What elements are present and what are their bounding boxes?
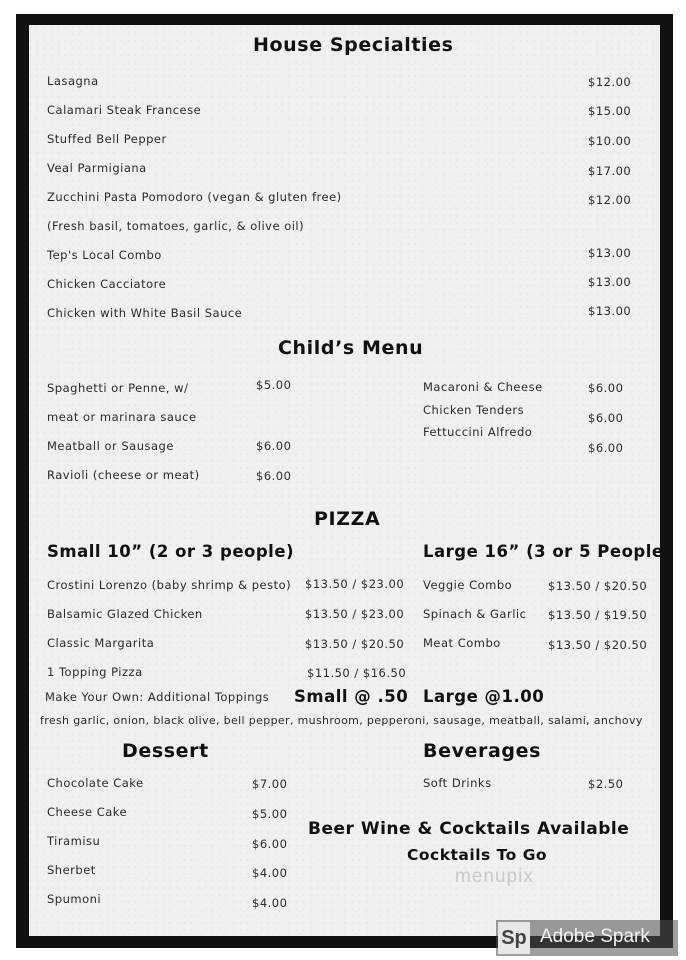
pizza-title: PIZZA bbox=[314, 508, 381, 530]
menupix-watermark: menupix bbox=[455, 866, 534, 887]
adobe-spark-badge bbox=[496, 920, 678, 956]
child-item-name: Fettuccini Alfredo bbox=[423, 425, 533, 439]
dessert-item-price: $5.00 bbox=[252, 807, 288, 821]
pizza-item-price: $13.50 / $19.50 bbox=[548, 608, 648, 622]
beverages-title: Beverages bbox=[423, 740, 542, 762]
child-item-note: meat or marinara sauce bbox=[47, 410, 197, 424]
house-specialties-title: House Specialties bbox=[253, 34, 454, 56]
child-item-name: Ravioli (cheese or meat) bbox=[47, 468, 200, 482]
house-item-name: Lasagna bbox=[47, 74, 99, 88]
house-item-price: $13.00 bbox=[588, 304, 632, 318]
child-item-name: Meatball or Sausage bbox=[47, 439, 174, 453]
house-item-price: $15.00 bbox=[588, 104, 632, 118]
pizza-item-name: Classic Margarita bbox=[47, 636, 155, 650]
pizza-large-heading: Large 16” (3 or 5 People) bbox=[423, 542, 672, 561]
child-item-price: $6.00 bbox=[256, 469, 292, 483]
beer-wine-cocktails-note: Beer Wine & Cocktails Available bbox=[308, 819, 630, 839]
beverage-item-price: $2.50 bbox=[588, 777, 624, 791]
dessert-title: Dessert bbox=[122, 740, 209, 762]
pizza-item-price: $13.50 / $20.50 bbox=[548, 579, 648, 593]
pizza-item-name: Crostini Lorenzo (baby shrimp & pesto) bbox=[47, 578, 292, 592]
pizza-item-name: 1 Topping Pizza bbox=[47, 665, 143, 679]
pizza-small-heading: Small 10” (2 or 3 people) bbox=[47, 542, 295, 561]
house-item-price: $13.00 bbox=[588, 246, 632, 260]
dessert-item-name: Chocolate Cake bbox=[47, 776, 144, 790]
dessert-item-price: $7.00 bbox=[252, 777, 288, 791]
child-item-name: Macaroni & Cheese bbox=[423, 380, 543, 394]
pizza-item-name: Meat Combo bbox=[423, 636, 501, 650]
child-item-price: $6.00 bbox=[588, 381, 624, 395]
house-item-name: Zucchini Pasta Pomodoro (vegan & gluten free) bbox=[47, 190, 342, 204]
child-item-price: $6.00 bbox=[588, 441, 624, 455]
child-item-name: Chicken Tenders bbox=[423, 403, 525, 417]
dessert-item-name: Sherbet bbox=[47, 863, 96, 877]
small-topping-price: Small @ .50 bbox=[294, 687, 409, 706]
dessert-item-price: $6.00 bbox=[252, 837, 288, 851]
cocktails-to-go-note: Cocktails To Go bbox=[407, 846, 548, 864]
beverage-item-name: Soft Drinks bbox=[423, 776, 492, 790]
adobe-spark-label: Adobe Spark bbox=[540, 926, 650, 947]
childs-menu-title: Child’s Menu bbox=[278, 337, 424, 359]
toppings-list: fresh garlic, onion, black olive, bell pepper, mushroom, pepperoni, sausage, meatball, salami, anchovy bbox=[40, 714, 643, 727]
house-item-name: Chicken with White Basil Sauce bbox=[47, 306, 243, 320]
pizza-item-name: Balsamic Glazed Chicken bbox=[47, 607, 203, 621]
make-your-own-label: Make Your Own: Additional Toppings bbox=[45, 690, 270, 704]
dessert-item-name: Tiramisu bbox=[47, 834, 101, 848]
pizza-item-name: Spinach & Garlic bbox=[423, 607, 527, 621]
dessert-item-name: Spumoni bbox=[47, 892, 102, 906]
child-item-price: $6.00 bbox=[588, 411, 624, 425]
child-item-price: $6.00 bbox=[256, 439, 292, 453]
pizza-item-name: Veggie Combo bbox=[423, 578, 513, 592]
child-item-name: Spaghetti or Penne, w/ bbox=[47, 381, 189, 395]
pizza-item-price: $13.50 / $23.00 bbox=[305, 607, 405, 621]
child-item-price: $5.00 bbox=[256, 378, 292, 392]
pizza-item-price: $13.50 / $20.50 bbox=[548, 638, 648, 652]
house-item-name: Chicken Cacciatore bbox=[47, 277, 167, 291]
spark-logo-icon: Sp bbox=[498, 922, 530, 954]
house-item-price: $17.00 bbox=[588, 164, 632, 178]
house-item-price: $12.00 bbox=[588, 75, 632, 89]
pizza-item-price: $13.50 / $23.00 bbox=[305, 577, 405, 591]
house-item-name: Calamari Steak Francese bbox=[47, 103, 202, 117]
house-item-price: $10.00 bbox=[588, 134, 632, 148]
large-topping-price: Large @1.00 bbox=[423, 687, 545, 706]
house-item-price: $12.00 bbox=[588, 193, 632, 207]
house-item-price: $13.00 bbox=[588, 275, 632, 289]
house-item-name: Stuffed Bell Pepper bbox=[47, 132, 167, 146]
dessert-item-name: Cheese Cake bbox=[47, 805, 128, 819]
house-item-name: Veal Parmigiana bbox=[47, 161, 147, 175]
pizza-item-price: $11.50 / $16.50 bbox=[307, 666, 407, 680]
dessert-item-price: $4.00 bbox=[252, 866, 288, 880]
house-item-note: (Fresh basil, tomatoes, garlic, & olive oil) bbox=[47, 219, 305, 233]
pizza-item-price: $13.50 / $20.50 bbox=[305, 637, 405, 651]
house-item-name: Tep's Local Combo bbox=[47, 248, 162, 262]
dessert-item-price: $4.00 bbox=[252, 896, 288, 910]
